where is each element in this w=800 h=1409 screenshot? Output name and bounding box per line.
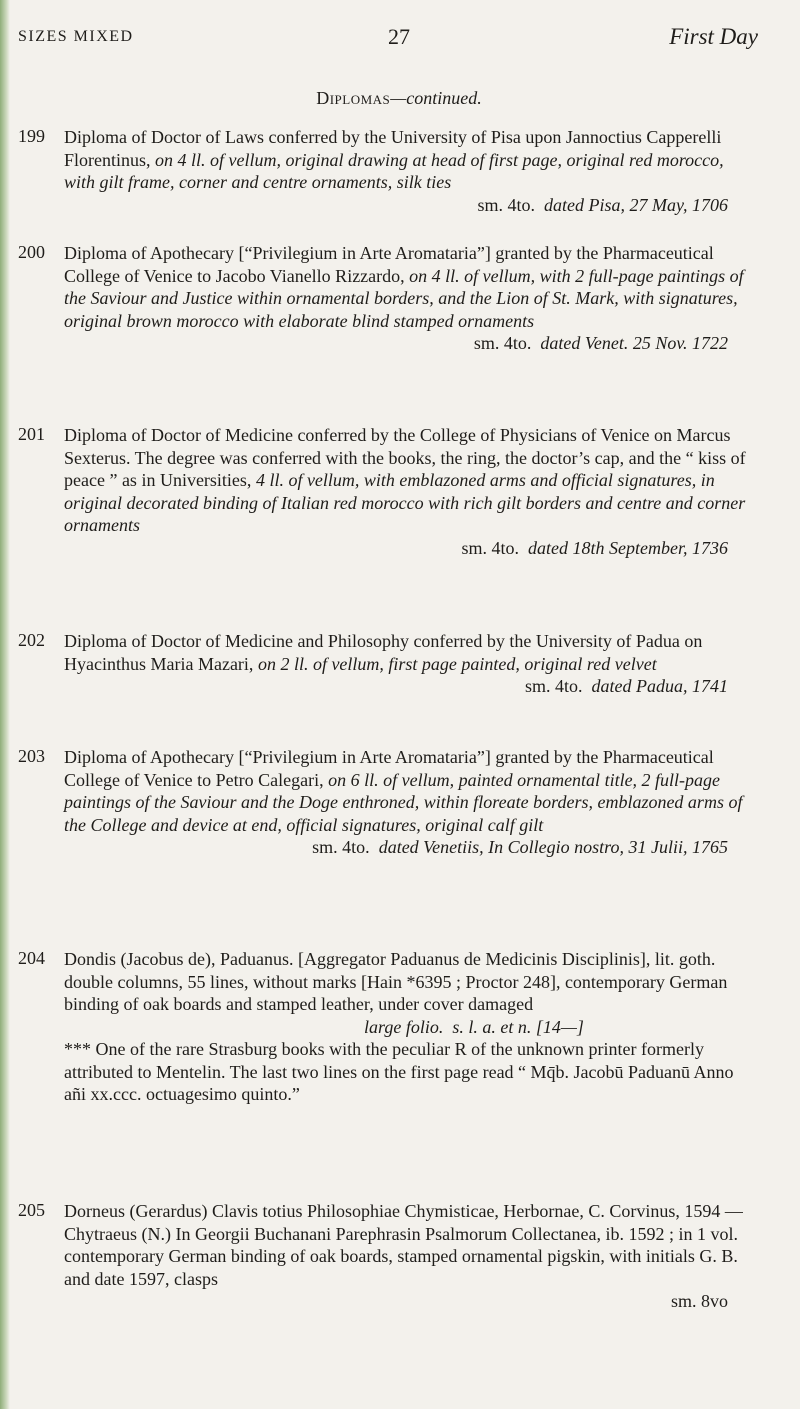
entry-date: dated Venetiis, In Collegio nostro, 31 Julii, 1765 — [378, 837, 728, 857]
entry-size: sm. 4to. — [312, 837, 370, 857]
catalogue-entry — [18, 424, 758, 559]
lot-number: 199 — [18, 126, 45, 146]
entry-note: *** One of the rare Strasburg books with the peculiar R of the unknown printer formerly attributed to Mentelin. The last two lines on the first page read “ Mq̄b. Jacobū Paduanū Anno añi xx.ccc. octuagesimo quinto.” — [64, 1039, 734, 1104]
catalogue-entry — [18, 948, 758, 1106]
section-title-text: Diplomas — [316, 88, 391, 108]
entry-size: sm. 4to. — [473, 333, 532, 353]
entry-text: Diploma of Apothecary [“Privilegium in Arte Aromataria”] granted by the Pharmaceutical College of Venice to Jacobo Vianello Rizzardo, — [64, 243, 714, 286]
entry-date: dated Pisa, 27 May, 1706 — [544, 194, 728, 215]
entry-text: Diploma of Doctor of Laws conferred by the University of Pisa upon Jannoctius Capperelli Florentinus, — [64, 127, 722, 170]
entry-description: 4 ll. of vellum, with emblazoned arms and official signatures, in original decorated binding of Italian red morocco with rich gilt borders and centre and corner ornaments — [64, 470, 746, 535]
catalogue-entry — [18, 746, 758, 859]
page-edge — [0, 0, 10, 1409]
catalogue-entry — [18, 126, 758, 216]
entry-description: on 4 ll. of vellum, with 2 full-page paintings of the Saviour and Justice within ornamental borders, and the Lion of St. Mark, with signatures, original brown morocco with elaborate blind stamped ornaments — [64, 265, 744, 331]
entry-date: s. l. a. et n. [14—] — [452, 1016, 584, 1037]
entry-size: sm. 8vo — [670, 1291, 728, 1311]
lot-number: 203 — [18, 746, 45, 766]
running-head-right: First Day — [669, 24, 758, 49]
lot-number: 200 — [18, 242, 45, 262]
running-head — [18, 24, 780, 54]
entry-size: large folio. — [364, 1016, 444, 1037]
entry-size: sm. 4to. — [461, 537, 520, 558]
running-head-left: SIZES MIXED — [18, 28, 134, 45]
catalogue-entry — [18, 1200, 758, 1313]
lot-number: 204 — [18, 948, 45, 968]
entry-text: Dorneus (Gerardus) Clavis totius Philosophiae Chymisticae, Herbornae, C. Corvinus, 1594 — Chytraeus (N.) In Georgii Buchanani Parephrasin Psalmorum Collectanea, ib. 1592 ; in 1 vol. contemporary German binding of oak boards, stamped ornamental pigskin, with initials G. B. and date 1597, clasps — [64, 1201, 743, 1289]
entry-description: on 4 ll. of vellum, original drawing at head of first page, original red morocco, with gilt frame, corner and centre ornaments, silk ties — [64, 149, 724, 192]
section-title — [18, 88, 780, 109]
catalogue-entry — [18, 630, 758, 698]
entry-date: dated 18th September, 1736 — [528, 537, 728, 558]
entry-date: dated Venet. 25 Nov. 1722 — [540, 333, 728, 353]
section-continued: —continued. — [390, 88, 482, 108]
entry-size: sm. 4to. — [477, 194, 536, 215]
entry-text: Diploma of Doctor of Medicine and Philosophy conferred by the University of Padua on Hyacinthus Maria Mazari, — [64, 631, 703, 674]
lot-number: 205 — [18, 1200, 45, 1220]
entry-text: Dondis (Jacobus de), Paduanus. [Aggregator Paduanus de Medicinis Disciplinis], lit. goth. double columns, 55 lines, without marks [Hain *6395 ; Proctor 248], contemporary German binding of oak boards and stamped leather, under cover damaged — [64, 949, 728, 1014]
page-number: 27 — [388, 24, 410, 49]
entry-date: dated Padua, 1741 — [591, 676, 728, 696]
entry-text: Diploma of Apothecary [“Privilegium in Arte Aromataria”] granted by the Pharmaceutical College of Venice to Petro Calegari, — [64, 747, 714, 790]
entry-description: on 6 ll. of vellum, painted ornamental title, 2 full-page paintings of the Saviour and the Doge enthroned, within floreate borders, emblazoned arms of the College and device at end, official signatures, original calf gilt — [64, 769, 743, 835]
lot-number: 202 — [18, 630, 45, 650]
catalogue-entry — [18, 242, 758, 355]
entry-description: on 2 ll. of vellum, first page painted, original red velvet — [257, 653, 657, 674]
entry-size: sm. 4to. — [524, 676, 583, 696]
lot-number: 201 — [18, 424, 45, 444]
entry-text: Diploma of Doctor of Medicine conferred by the College of Physicians of Venice on Marcus Sexterus. The degree was conferred with the books, the ring, the doctor’s cap, and the “ kiss of peace ” as in Universities, — [64, 425, 746, 490]
